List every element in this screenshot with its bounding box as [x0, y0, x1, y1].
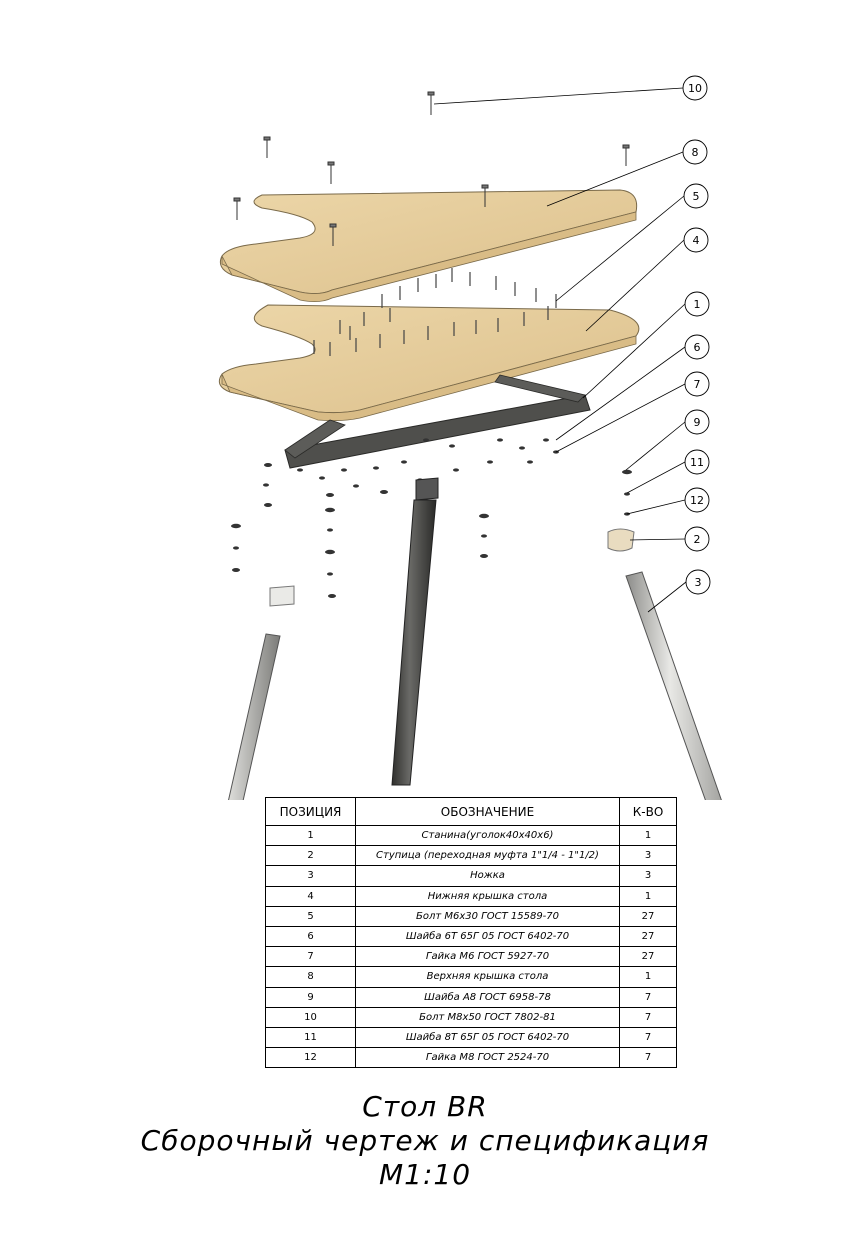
callout-label: 4 [692, 234, 700, 247]
cell-position: 6 [266, 926, 356, 946]
cell-quantity: 7 [620, 1027, 677, 1047]
cell-position: 4 [266, 886, 356, 906]
callout-label: 9 [693, 416, 701, 429]
table-header-row [266, 798, 677, 826]
cell-quantity: 27 [620, 947, 677, 967]
cell-designation: Болт М8х50 ГОСТ 7802-81 [356, 1007, 620, 1027]
cell-designation: Верхняя крышка стола [356, 967, 620, 987]
cell-designation: Нижняя крышка стола [356, 886, 620, 906]
callout-3 [686, 570, 710, 594]
callout-2 [685, 527, 709, 551]
table-row [266, 906, 677, 926]
col-header-quantity: К-ВО [620, 798, 677, 826]
cell-position: 3 [266, 866, 356, 886]
callout-8 [683, 140, 707, 164]
table-row [266, 967, 677, 987]
callout-10 [683, 76, 707, 100]
cell-designation: Шайба 6Т 65Г 05 ГОСТ 6402-70 [356, 926, 620, 946]
cell-quantity: 27 [620, 926, 677, 946]
table-row [266, 886, 677, 906]
table-row [266, 866, 677, 886]
callout-12 [685, 488, 709, 512]
cell-position: 7 [266, 947, 356, 967]
specification-table [265, 797, 677, 1068]
callout-5 [684, 184, 708, 208]
cell-designation: Болт М6х30 ГОСТ 15589-70 [356, 906, 620, 926]
cell-designation: Ступица (переходная муфта 1"1/4 - 1"1/2) [356, 846, 620, 866]
cell-quantity: 7 [620, 1048, 677, 1068]
callout-label: 3 [694, 576, 702, 589]
cell-designation: Ножка [356, 866, 620, 886]
cell-quantity: 1 [620, 826, 677, 846]
table-row [266, 1027, 677, 1047]
cell-designation: Гайка М6 ГОСТ 5927-70 [356, 947, 620, 967]
legs [192, 500, 752, 800]
table-row [266, 826, 677, 846]
callout-6 [685, 335, 709, 359]
callout-7 [685, 372, 709, 396]
drawing-title: Стол BR [362, 1090, 488, 1123]
callout-label: 7 [693, 378, 701, 391]
table-row [266, 987, 677, 1007]
cell-designation: Гайка М8 ГОСТ 2524-70 [356, 1048, 620, 1068]
callout-bubbles [683, 76, 710, 594]
cell-position: 12 [266, 1048, 356, 1068]
drawing-scale: М1:10 [378, 1158, 472, 1191]
col-header-position: ПОЗИЦИЯ [266, 798, 356, 826]
cell-position: 9 [266, 987, 356, 1007]
callout-label: 6 [693, 341, 701, 354]
table-row [266, 926, 677, 946]
cell-position: 11 [266, 1027, 356, 1047]
cell-quantity: 7 [620, 1007, 677, 1027]
cell-position: 8 [266, 967, 356, 987]
cell-position: 5 [266, 906, 356, 926]
callout-label: 5 [692, 190, 700, 203]
callout-1 [685, 292, 709, 316]
col-header-designation: ОБОЗНАЧЕНИЕ [356, 798, 620, 826]
table-row [266, 1007, 677, 1027]
callout-label: 1 [693, 298, 701, 311]
hubs [270, 478, 634, 606]
cell-position: 1 [266, 826, 356, 846]
callout-label: 11 [690, 456, 704, 469]
drawing-subtitle: Сборочный чертеж и спецификация [140, 1124, 710, 1157]
table-row [266, 846, 677, 866]
cell-position: 2 [266, 846, 356, 866]
cell-quantity: 27 [620, 906, 677, 926]
callout-label: 10 [688, 82, 702, 95]
callout-11 [685, 450, 709, 474]
cell-designation: Станина(уголок40х40х6) [356, 826, 620, 846]
cell-quantity: 7 [620, 987, 677, 1007]
cell-designation: Шайба А8 ГОСТ 6958-78 [356, 987, 620, 1007]
cell-designation: Шайба 8Т 65Г 05 ГОСТ 6402-70 [356, 1027, 620, 1047]
table-row [266, 947, 677, 967]
callout-9 [685, 410, 709, 434]
cell-quantity: 3 [620, 846, 677, 866]
upper-table-top [220, 190, 636, 302]
callout-label: 12 [690, 494, 704, 507]
table-row [266, 1048, 677, 1068]
cell-quantity: 3 [620, 866, 677, 886]
callout-label: 8 [691, 146, 699, 159]
cell-quantity: 1 [620, 886, 677, 906]
cell-position: 10 [266, 1007, 356, 1027]
cell-quantity: 1 [620, 967, 677, 987]
callout-4 [684, 228, 708, 252]
callout-label: 2 [693, 533, 701, 546]
